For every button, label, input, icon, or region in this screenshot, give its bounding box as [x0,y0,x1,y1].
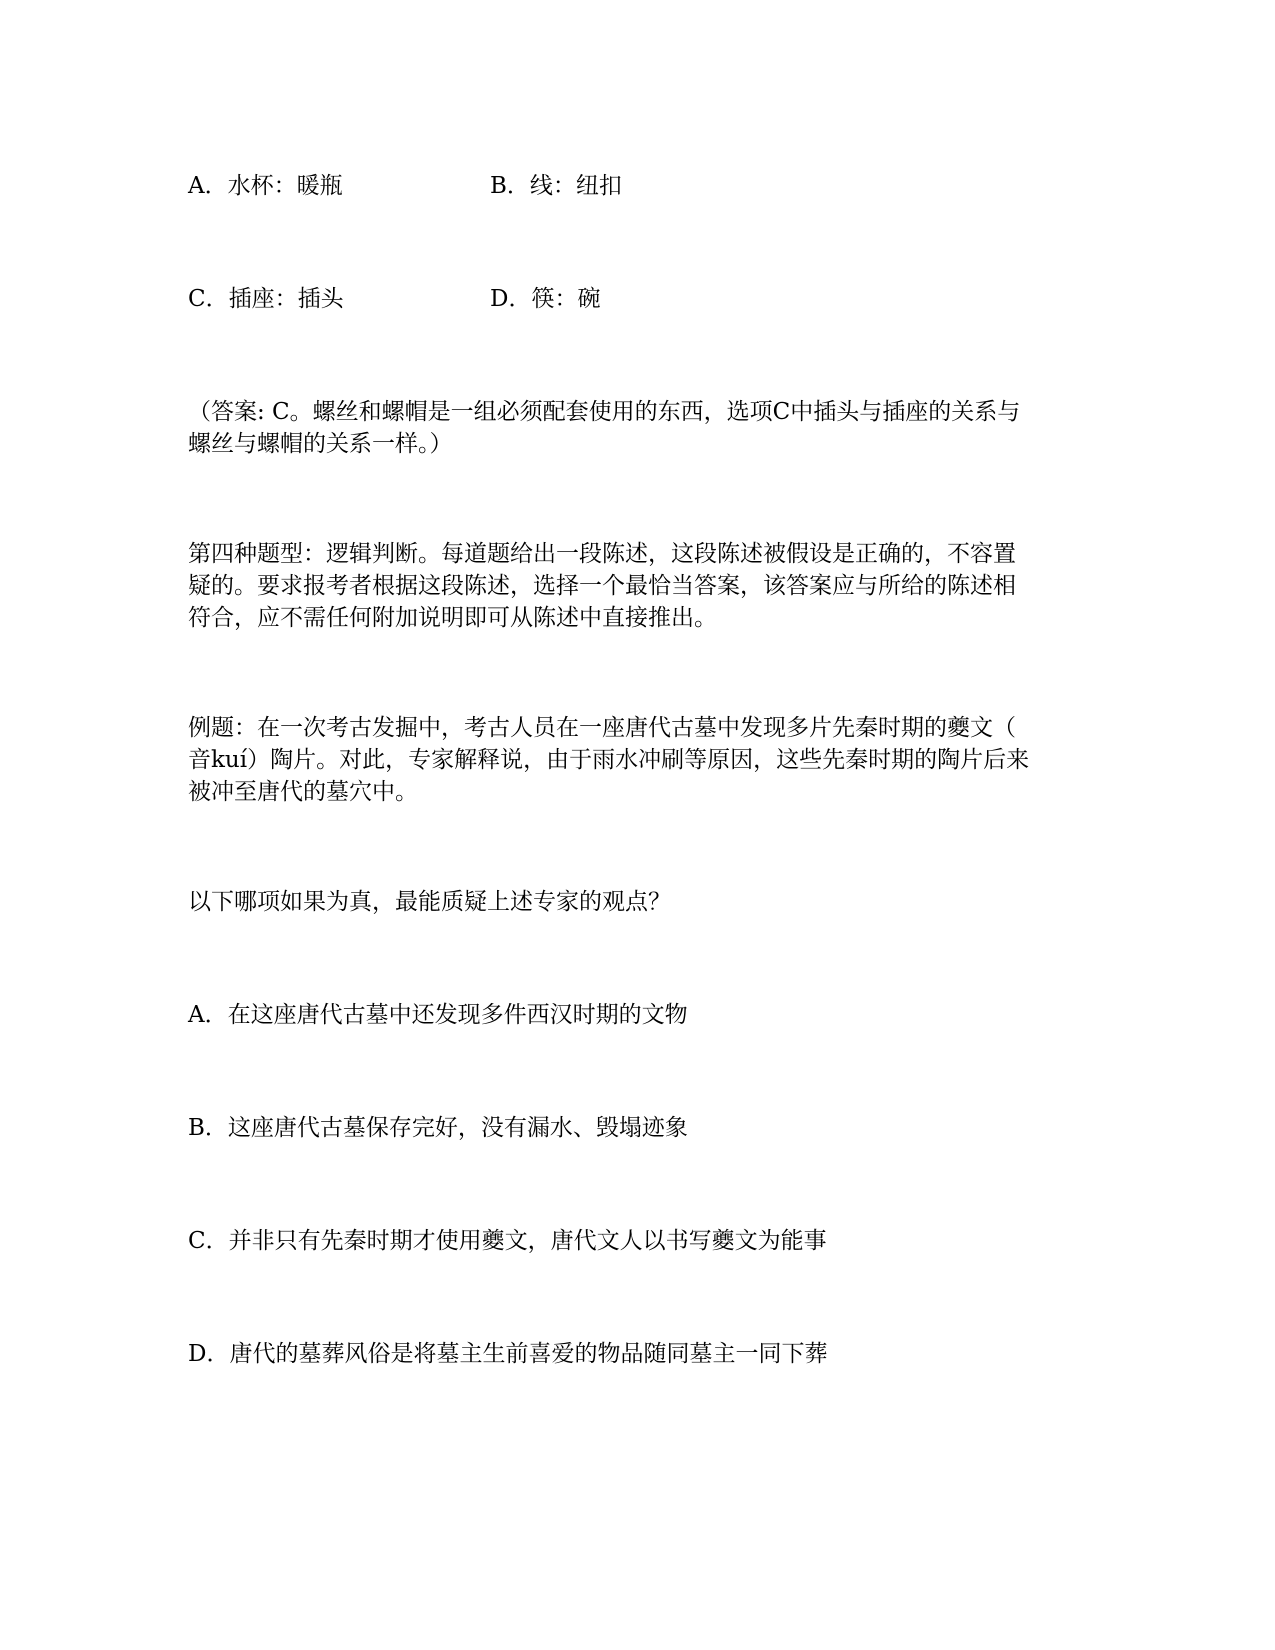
question-prompt: 以下哪项如果为真，最能质疑上述专家的观点？ [188,889,671,915]
answer-line-2: 螺丝与螺帽的关系一样。） [188,431,453,457]
option-row-ab [188,170,622,202]
section-four-intro [188,538,1088,634]
choice-a: A．在这座唐代古墓中还发现多件西汉时期的文物 [188,1002,688,1028]
answer-explanation [188,396,1088,460]
answer-line-1: （答案: C。螺丝和螺帽是一组必须配套使用的东西，选项C中插头与插座的关系与 [188,399,1021,425]
option-row-cd [188,283,601,315]
choice-b: B．这座唐代古墓保存完好，没有漏水、毁塌迹象 [188,1115,688,1141]
example-question [188,712,1088,808]
choice-c: C．并非只有先秦时期才使用夔文，唐代文人以书写夔文为能事 [188,1228,827,1254]
example-line-2: 音kuí）陶片。对此，专家解释说，由于雨水冲刷等原因，这些先秦时期的陶片后来 [188,747,1030,773]
example-line-3: 被冲至唐代的墓穴中。 [188,779,418,805]
section-four-line-2: 疑的。要求报考者根据这段陈述，选择一个最恰当答案，该答案应与所给的陈述相 [188,573,1016,599]
option-a-water-cup: A．水杯：暖瓶 [188,173,343,199]
section-four-line-3: 符合，应不需任何附加说明即可从陈述中直接推出。 [188,605,717,631]
choice-d: D．唐代的墓葬风俗是将墓主生前喜爱的物品随同墓主一同下葬 [188,1341,828,1367]
option-c-socket: C．插座：插头 [188,286,344,312]
example-line-1: 例题：在一次考古发掘中，考古人员在一座唐代古墓中发现多片先秦时期的夔文（ [188,715,1016,741]
section-four-line-1: 第四种题型：逻辑判断。每道题给出一段陈述，这段陈述被假设是正确的，不容置 [188,541,1016,567]
option-b-thread: B．线：纽扣 [490,173,622,199]
option-d-chopsticks: D．筷：碗 [490,286,601,312]
